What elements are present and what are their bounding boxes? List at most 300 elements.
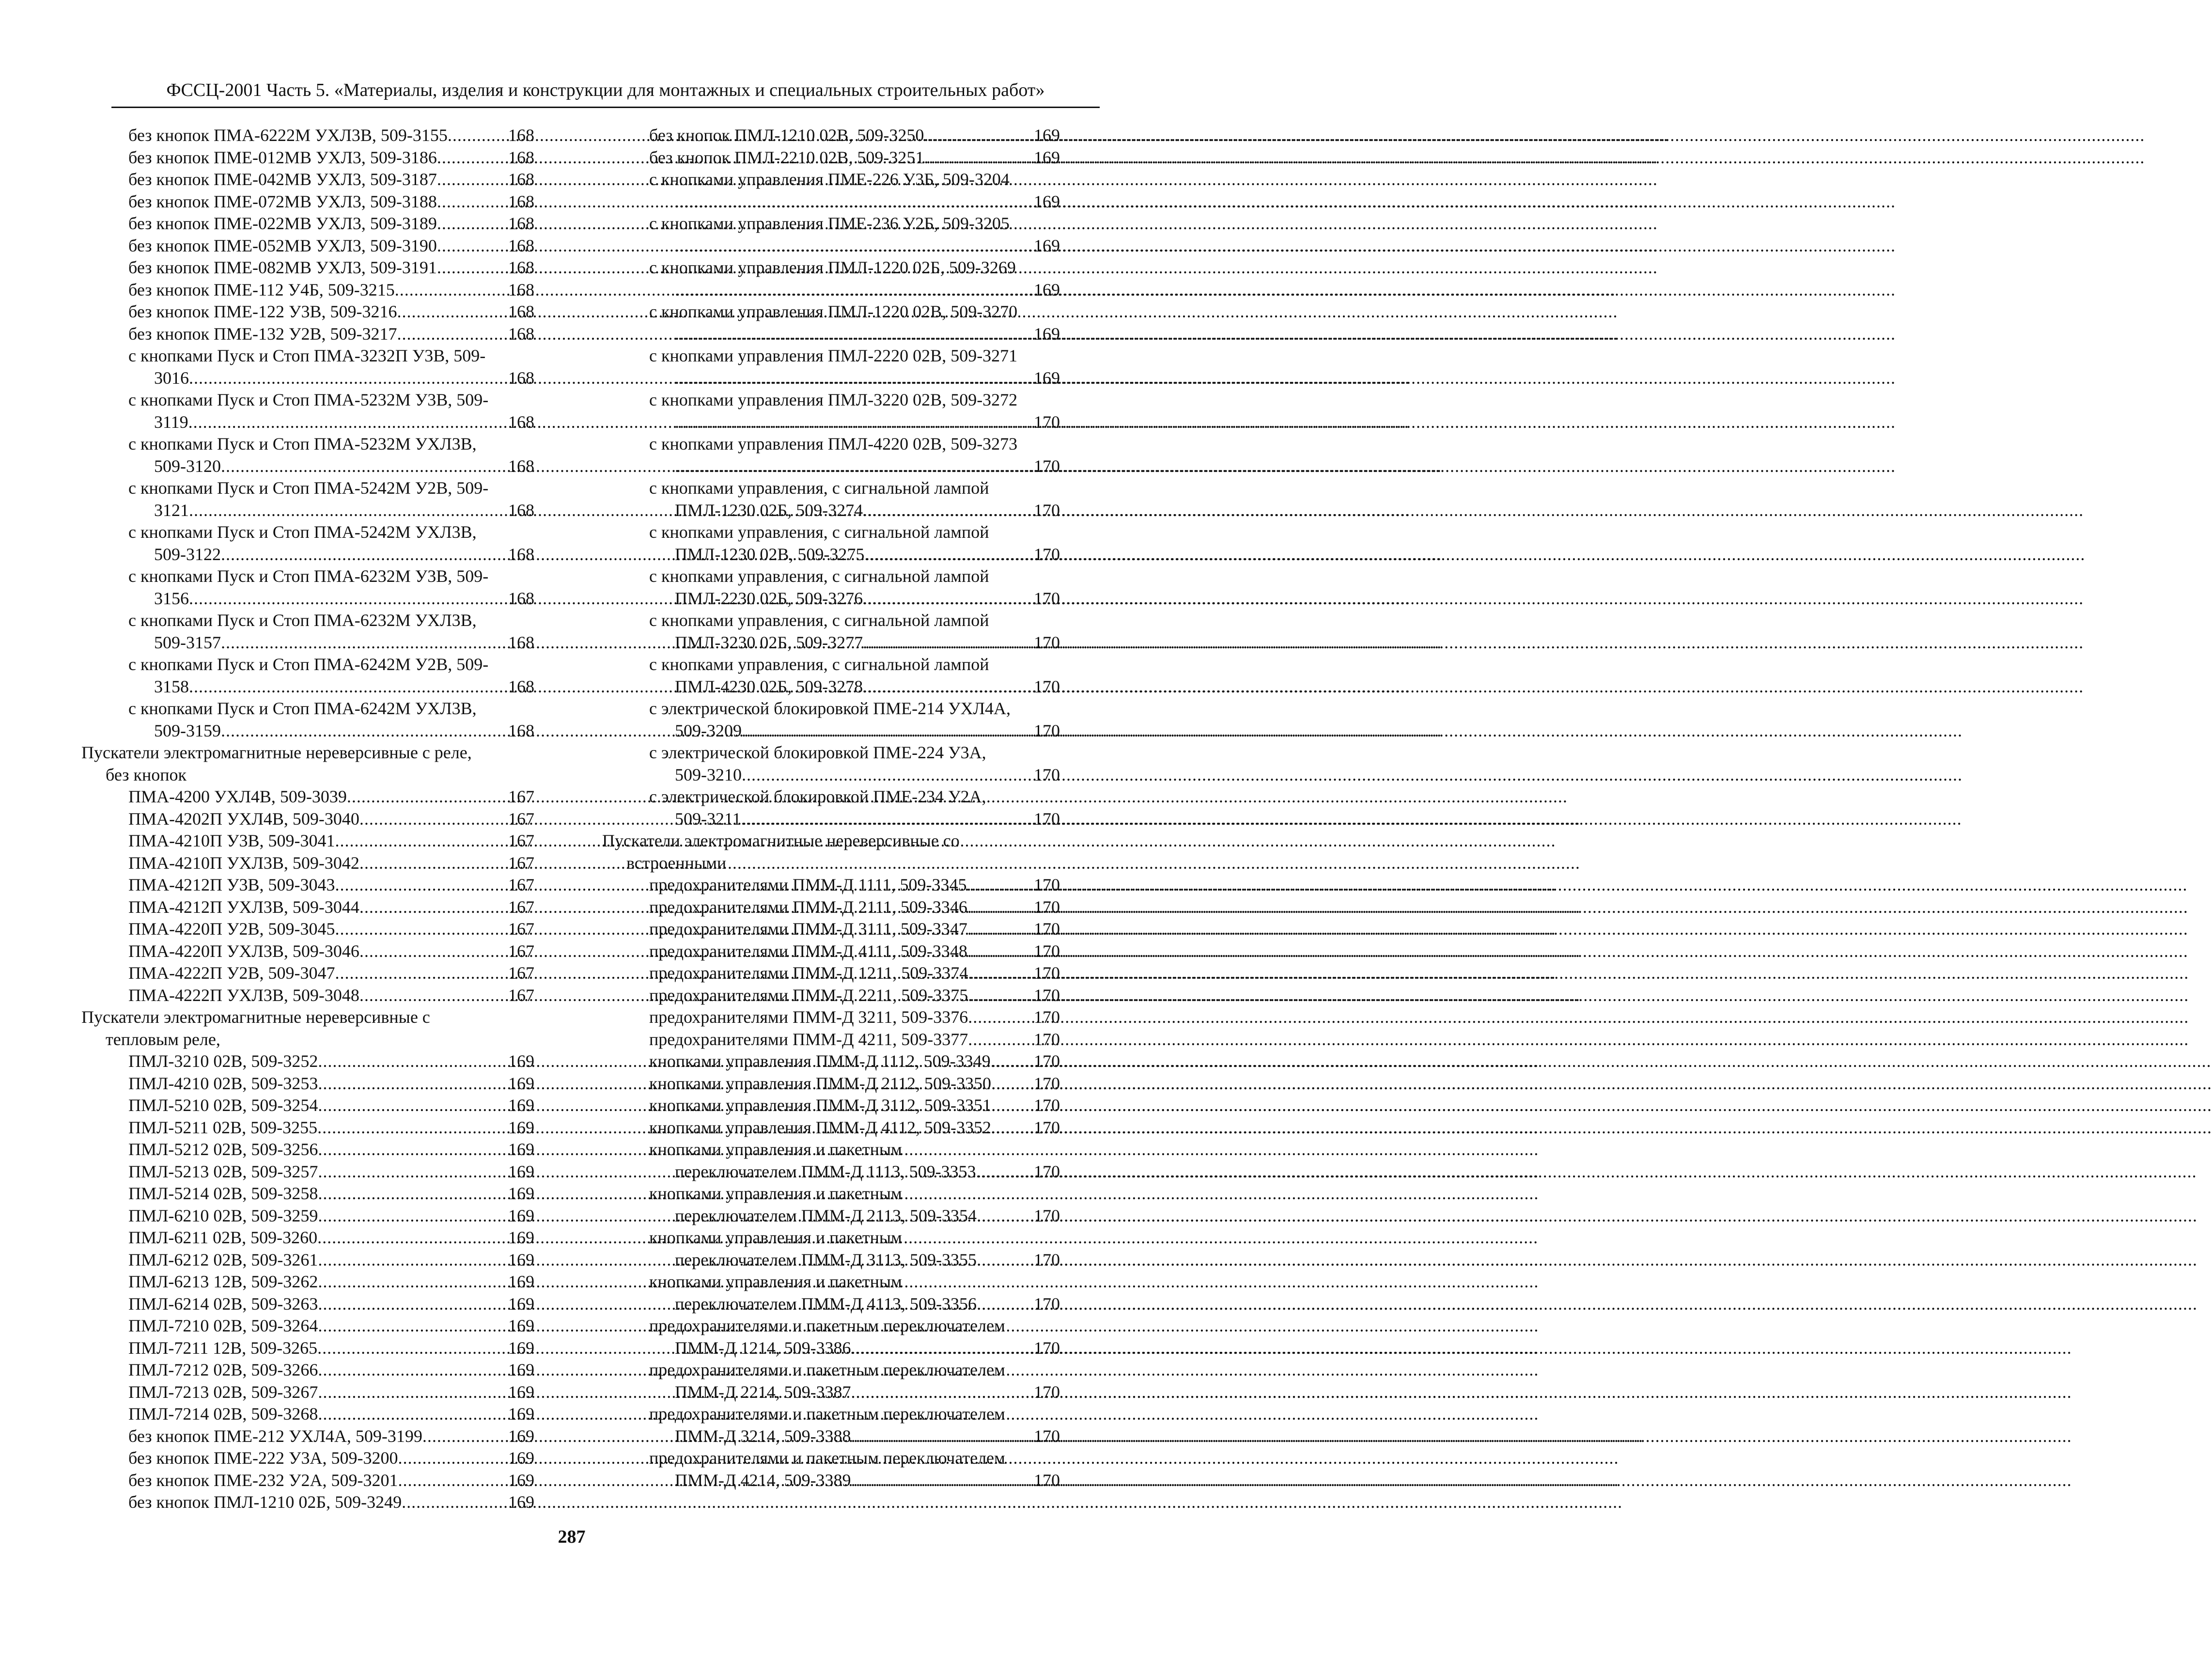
index-entry-line: с кнопками управления ПМЛ-3220 02В, 509-3272: [649, 390, 1018, 409]
index-entry: [602, 720, 1060, 742]
entry-text: предохранителями ПММ-Д 3211, 509-3376: [649, 1007, 968, 1027]
dot-leader: [863, 632, 1033, 654]
index-entry: [602, 1337, 1060, 1360]
entry-text: предохранителями ПММ-Д 1211, 509-3374: [649, 963, 968, 983]
entry-page-ref: 169: [508, 1117, 534, 1137]
entry-page-ref: 170: [1034, 1117, 1060, 1137]
entry-page-ref: 170: [1034, 1382, 1060, 1402]
entry-page-ref: 169: [508, 1448, 534, 1468]
index-entry: [602, 125, 1060, 147]
entry-page-ref: 169: [508, 1470, 534, 1490]
entry-text: ПМЛ-7213 02В, 509-3267: [128, 1382, 318, 1402]
index-entry: [81, 169, 534, 191]
index-entry-line: с кнопками Пуск и Стоп ПМА-5242М УХЛ3В,: [128, 522, 477, 542]
entry-page-ref: 170: [1034, 1029, 1060, 1049]
dot-leader: [318, 1073, 507, 1095]
index-entry: [81, 1095, 534, 1117]
dot-leader: [864, 544, 1033, 566]
index-entry: [81, 147, 534, 169]
entry-text: ПМА-4212П У3В, 509-3043: [128, 875, 335, 894]
index-entry: [81, 720, 534, 742]
entry-text: ПМЛ-6212 02В, 509-3261: [128, 1250, 318, 1269]
dot-leader: [675, 323, 1033, 345]
entry-text: предохранителями ПММ-Д 2211, 509-3375: [649, 985, 968, 1005]
index-entry: [602, 191, 1060, 213]
index-entry-line: с кнопками управления, с сигнальной лампой: [649, 655, 989, 674]
index-entry: [602, 918, 1060, 940]
index-entry: [81, 985, 534, 1007]
dot-leader: [742, 720, 1033, 742]
entry-page-ref: 168: [508, 280, 534, 299]
index-entry-line: с электрической блокировкой ПМЕ-224 У3А,: [649, 743, 986, 762]
entry-page-ref: 170: [1034, 1470, 1060, 1490]
dot-leader: [189, 676, 507, 698]
index-entry: [602, 874, 1060, 896]
index-entry: [81, 588, 534, 610]
dot-leader: [318, 1161, 507, 1183]
entry-text: ПМЛ-6213 12В, 509-3262: [128, 1272, 318, 1291]
entry-page-ref: 167: [508, 875, 534, 894]
entry-text: 509-3122: [154, 544, 221, 564]
dot-leader: [397, 323, 507, 345]
index-entry-line: предохранителями и пакетным переключателем: [649, 1404, 1005, 1424]
entry-text: ПММ-Д 4214, 509-3389: [675, 1470, 851, 1490]
index-entry-line: с кнопками управления ПМЕ-226 У3Б, 509-3204: [649, 170, 1010, 189]
dot-leader: [359, 808, 507, 830]
index-entry: [602, 544, 1060, 566]
index-entry: [602, 1293, 1060, 1315]
entry-page-ref: 168: [508, 500, 534, 520]
dot-leader: [318, 1205, 507, 1227]
index-entry: [602, 235, 1060, 257]
entry-page-ref: 169: [508, 1250, 534, 1269]
dot-leader: [335, 874, 507, 896]
entry-page-ref: 170: [1034, 676, 1060, 696]
entry-page-ref: 170: [1034, 919, 1060, 939]
index-entry: [602, 985, 1060, 1007]
entry-text: 509-3157: [154, 632, 221, 652]
index-entry: [602, 962, 1060, 985]
index-entry-line: с кнопками Пуск и Стоп ПМА-6242М УХЛ3В,: [128, 699, 477, 718]
dot-leader: [675, 367, 1033, 390]
index-entry: [81, 1403, 534, 1425]
dot-leader: [437, 235, 507, 257]
entry-text: 509-3159: [154, 720, 221, 740]
entry-text: ПМЛ-4210 02В, 509-3253: [128, 1073, 318, 1093]
index-entry: [602, 411, 1060, 434]
dot-leader: [318, 1139, 507, 1161]
dot-leader: [359, 896, 507, 919]
dot-leader: [977, 1293, 1033, 1315]
entry-page-ref: 169: [508, 1382, 534, 1402]
index-entry: [602, 279, 1060, 301]
dot-leader: [742, 764, 1033, 786]
dot-leader: [317, 1117, 507, 1139]
index-entry-line: кнопками управления и пакетным: [649, 1184, 902, 1203]
index-entry-line: с кнопками управления ПМЛ-4220 02В, 509-3273: [649, 434, 1018, 454]
index-entry: [81, 874, 534, 896]
dot-leader: [991, 1117, 1033, 1139]
index-entry: [602, 455, 1060, 478]
dot-leader: [437, 213, 507, 235]
entry-text: ПМЛ-2230 02Б, 509-3276: [675, 588, 863, 608]
entry-text: ПМЛ-1230 02В, 509-3275: [675, 544, 865, 564]
index-entry: [81, 1050, 534, 1073]
dot-leader: [991, 1073, 1033, 1095]
index-entry-line: с кнопками управления, с сигнальной лампой: [649, 478, 989, 498]
index-entry: [81, 852, 534, 875]
entry-page-ref: 170: [1034, 588, 1060, 608]
dot-leader: [318, 1293, 507, 1315]
entry-text: ПМА-4200 УХЛ4В, 509-3039: [128, 787, 347, 806]
entry-text: без кнопок ПМЕ-082МВ УХЛ3, 509-3191: [128, 258, 437, 277]
dot-leader: [437, 147, 507, 169]
entry-page-ref: 169: [1034, 235, 1060, 255]
dot-leader: [863, 588, 1033, 610]
entry-text: ПМЛ-7210 02В, 509-3264: [128, 1316, 318, 1335]
entry-text: переключателем ПММ-Д 1113, 509-3353: [675, 1161, 976, 1181]
index-heading: Пускатели электромагнитные нереверсивные с: [81, 1007, 430, 1027]
entry-page-ref: 170: [1034, 1205, 1060, 1225]
index-entry: [602, 1470, 1060, 1492]
index-entry: [602, 1381, 1060, 1404]
entry-text: предохранителями ПММ-Д 3111, 509-3347: [649, 919, 967, 939]
dot-leader: [675, 235, 1033, 257]
entry-text: ПМА-4222П У2В, 509-3047: [128, 963, 335, 983]
dot-leader: [335, 962, 507, 985]
dot-leader: [967, 874, 1033, 896]
index-entry: [81, 1073, 534, 1095]
page-number: 287: [558, 1527, 586, 1547]
entry-text: 509-3211: [675, 809, 741, 829]
entry-text: ПМЛ-6210 02В, 509-3259: [128, 1205, 318, 1225]
dot-leader: [675, 411, 1033, 434]
entry-page-ref: 170: [1034, 412, 1060, 432]
entry-page-ref: 169: [508, 1294, 534, 1314]
index-entry-line: с кнопками Пуск и Стоп ПМА-6242М У2В, 509-: [128, 655, 489, 674]
entry-page-ref: 170: [1034, 1294, 1060, 1314]
entry-page-ref: 167: [508, 963, 534, 983]
entry-page-ref: 167: [508, 853, 534, 873]
dot-leader: [851, 1337, 1033, 1360]
dot-leader: [318, 1315, 507, 1337]
index-entry-line: с кнопками управления, с сигнальной лампой: [649, 522, 989, 542]
dot-leader: [318, 1381, 507, 1404]
index-entry: [81, 1293, 534, 1315]
dot-leader: [221, 632, 507, 654]
dot-leader: [991, 1050, 1033, 1073]
entry-page-ref: 167: [508, 809, 534, 829]
entry-page-ref: 169: [508, 1096, 534, 1115]
dot-leader: [189, 367, 507, 390]
index-entry: [602, 1095, 1060, 1117]
entry-page-ref: 170: [1034, 809, 1060, 829]
dot-leader: [189, 500, 507, 522]
entry-page-ref: 170: [1034, 1426, 1060, 1446]
dot-leader: [924, 147, 1033, 169]
entry-page-ref: 168: [508, 632, 534, 652]
entry-text: ПМЛ-5211 02В, 509-3255: [128, 1117, 318, 1137]
index-entry: [81, 125, 534, 147]
entry-page-ref: 170: [1034, 500, 1060, 520]
index-entry: [602, 1073, 1060, 1095]
index-entry: [602, 1006, 1060, 1029]
index-heading: тепловым реле,: [106, 1029, 220, 1049]
dot-leader: [318, 1183, 507, 1205]
index-column-right: [602, 125, 1060, 1491]
dot-leader: [318, 1403, 507, 1425]
index-entry: [602, 1205, 1060, 1227]
entry-page-ref: 170: [1034, 544, 1060, 564]
header-rule: [111, 107, 1100, 108]
dot-leader: [398, 1470, 507, 1492]
dot-leader: [437, 191, 507, 213]
entry-page-ref: 168: [508, 191, 534, 211]
index-entry: [81, 1183, 534, 1205]
index-entry: [602, 676, 1060, 698]
dot-leader: [437, 169, 507, 191]
entry-text: без кнопок ПМЕ-122 У3В, 509-3216: [128, 302, 397, 321]
entry-text: переключателем ПММ-Д 2113, 509-3354: [675, 1205, 977, 1225]
dot-leader: [437, 257, 507, 279]
dot-leader: [317, 1227, 507, 1249]
entry-page-ref: 167: [508, 787, 534, 806]
entry-text: 3158: [154, 676, 189, 696]
entry-text: ПММ-Д 1214, 509-3386: [675, 1338, 851, 1358]
index-entry-line: с кнопками Пуск и Стоп ПМА-5232М У3В, 509-: [128, 390, 489, 409]
entry-page-ref: 167: [508, 897, 534, 917]
index-entry-line: с кнопками Пуск и Стоп ПМА-5242М У2В, 509-: [128, 478, 489, 498]
entry-page-ref: 168: [508, 170, 534, 189]
entry-text: переключателем ПММ-Д 3113, 509-3355: [675, 1250, 977, 1269]
index-entry: [81, 962, 534, 985]
index-heading: Пускатели электромагнитные нереверсивные с реле,: [81, 743, 472, 762]
entry-text: ПМА-4220П УХЛ3В, 509-3046: [128, 941, 359, 961]
entry-text: ПМА-4210П У3В, 509-3041: [128, 831, 335, 850]
index-entry: [81, 1271, 534, 1293]
index-entry: [602, 323, 1060, 345]
dot-leader: [851, 1381, 1033, 1404]
index-entry: [81, 1337, 534, 1360]
index-entry: [602, 940, 1060, 963]
index-entry-line: с кнопками Пуск и Стоп ПМА-5232М УХЛ3В,: [128, 434, 477, 454]
index-entry: [81, 1425, 534, 1448]
entry-text: без кнопок ПМЕ-222 У3А, 509-3200: [128, 1448, 398, 1468]
dot-leader: [402, 1491, 507, 1514]
entry-page-ref: 170: [1034, 720, 1060, 740]
entry-page-ref: 169: [508, 1161, 534, 1181]
entry-page-ref: 169: [508, 1272, 534, 1291]
entry-page-ref: 168: [508, 125, 534, 145]
dot-leader: [335, 918, 507, 940]
entry-page-ref: 169: [1034, 125, 1060, 145]
index-entry: [81, 1205, 534, 1227]
index-entry: [81, 455, 534, 478]
dot-leader: [335, 830, 507, 852]
entry-page-ref: 170: [1034, 985, 1060, 1005]
dot-leader: [977, 1205, 1033, 1227]
entry-text: кнопками управления ПММ-Д 2112, 509-3350: [649, 1073, 992, 1093]
entry-text: без кнопок ПМЕ-112 У4Б, 509-3215: [128, 280, 395, 299]
entry-text: ПМЛ-5213 02В, 509-3257: [128, 1161, 318, 1181]
index-entry-line: с кнопками управления ПМЛ-1220 02Б, 509-3269: [649, 258, 1016, 277]
index-entry-line: кнопками управления и пакетным: [649, 1140, 902, 1159]
entry-text: ПМЛ-5210 02В, 509-3254: [128, 1096, 318, 1115]
entry-text: 3119: [154, 412, 188, 432]
index-entry: [81, 1161, 534, 1183]
index-entry: [602, 1117, 1060, 1139]
entry-text: ПМЛ-3230 02Б, 509-3277: [675, 632, 863, 652]
index-entry: [602, 1050, 1060, 1073]
entry-page-ref: 167: [508, 941, 534, 961]
entry-text: ПМА-4220П У2В, 509-3045: [128, 919, 335, 939]
entry-page-ref: 170: [1034, 456, 1060, 476]
index-entry-line: с кнопками Пуск и Стоп ПМА-3232П У3В, 509-: [128, 346, 486, 365]
entry-page-ref: 170: [1034, 1073, 1060, 1093]
dot-leader: [397, 301, 507, 323]
dot-leader: [395, 279, 507, 301]
entry-page-ref: 169: [508, 1205, 534, 1225]
entry-text: ПМЛ-5214 02В, 509-3258: [128, 1184, 318, 1203]
index-heading: Пускатели электромагнитные нереверсивные со: [602, 831, 960, 850]
dot-leader: [221, 720, 507, 742]
entry-page-ref: 170: [1034, 1250, 1060, 1269]
dot-leader: [359, 940, 507, 963]
entry-page-ref: 169: [508, 1051, 534, 1071]
dot-leader: [422, 1425, 507, 1448]
dot-leader: [968, 1029, 1033, 1051]
entry-text: ПМЛ-3210 02В, 509-3252: [128, 1051, 318, 1071]
index-entry: [602, 1249, 1060, 1271]
index-entry: [81, 1139, 534, 1161]
index-entry: [81, 257, 534, 279]
entry-text: без кнопок ПМЕ-052МВ УХЛ3, 509-3190: [128, 235, 437, 255]
entry-text: ПМЛ-7214 02В, 509-3268: [128, 1404, 318, 1424]
entry-page-ref: 170: [1034, 765, 1060, 784]
index-entry: [81, 411, 534, 434]
dot-leader: [863, 676, 1033, 698]
index-entry-line: предохранителями и пакетным переключателем: [649, 1448, 1005, 1468]
entry-text: предохранителями ПММ-Д 4111, 509-3348: [649, 941, 967, 961]
entry-text: кнопками управления ПММ-Д 3112, 509-3351: [649, 1096, 992, 1115]
entry-text: без кнопок ПМЕ-022МВ УХЛ3, 509-3189: [128, 214, 437, 233]
dot-leader: [221, 455, 507, 478]
entry-page-ref: 169: [508, 1140, 534, 1159]
dot-leader: [318, 1050, 507, 1073]
dot-leader: [968, 962, 1033, 985]
entry-text: 3156: [154, 588, 189, 608]
entry-text: ПМА-4210П УХЛ3В, 509-3042: [128, 853, 359, 873]
index-entry: [602, 500, 1060, 522]
index-entry-line: с кнопками Пуск и Стоп ПМА-6232М У3В, 509-: [128, 566, 489, 586]
dot-leader: [977, 1249, 1033, 1271]
dot-leader: [967, 896, 1033, 919]
index-entry: [602, 808, 1060, 830]
index-entry: [602, 367, 1060, 390]
entry-page-ref: 168: [508, 720, 534, 740]
entry-page-ref: 170: [1034, 875, 1060, 894]
entry-page-ref: 168: [508, 214, 534, 233]
entry-text: без кнопок ПМЕ-072МВ УХЛ3, 509-3188: [128, 191, 437, 211]
index-entry: [602, 1161, 1060, 1183]
index-entry: [81, 1249, 534, 1271]
entry-page-ref: 169: [508, 1426, 534, 1446]
entry-page-ref: 170: [1034, 963, 1060, 983]
index-entry: [602, 588, 1060, 610]
entry-page-ref: 170: [1034, 632, 1060, 652]
index-entry: [81, 191, 534, 213]
entry-text: 3121: [154, 500, 189, 520]
entry-text: без кнопок ПМЛ-1210 02В, 509-3250: [649, 125, 924, 145]
dot-leader: [359, 985, 507, 1007]
dot-leader: [851, 1470, 1033, 1492]
index-entry: [81, 632, 534, 654]
dot-leader: [188, 411, 507, 434]
entry-page-ref: 170: [1034, 1161, 1060, 1181]
index-entry: [81, 367, 534, 390]
index-entry: [81, 786, 534, 808]
index-entry: [81, 1359, 534, 1381]
entry-page-ref: 170: [1034, 941, 1060, 961]
index-entry-line: с кнопками управления ПМЛ-2220 02В, 509-3271: [649, 346, 1018, 365]
index-entry: [602, 1425, 1060, 1448]
entry-text: без кнопок ПМЕ-012МВ УХЛ3, 509-3186: [128, 147, 437, 167]
dot-leader: [189, 588, 507, 610]
dot-leader: [347, 786, 507, 808]
entry-page-ref: 169: [508, 1316, 534, 1335]
entry-text: ПМЛ-6211 02В, 509-3260: [128, 1228, 318, 1247]
entry-text: кнопками управления ПММ-Д 1112, 509-3349: [649, 1051, 991, 1071]
index-entry-line: предохранителями и пакетным переключателем: [649, 1360, 1005, 1379]
index-entry: [602, 1029, 1060, 1051]
index-entry: [602, 764, 1060, 786]
index-entry: [81, 544, 534, 566]
entry-text: кнопками управления ПММ-Д 4112, 509-3352: [649, 1117, 992, 1137]
index-entry: [81, 500, 534, 522]
entry-text: ПММ-Д 3214, 509-3388: [675, 1426, 851, 1446]
entry-text: без кнопок ПМЕ-042МВ УХЛ3, 509-3187: [128, 170, 437, 189]
index-entry: [81, 323, 534, 345]
dot-leader: [968, 1006, 1033, 1029]
entry-page-ref: 169: [1034, 280, 1060, 299]
index-entry: [81, 830, 534, 852]
dot-leader: [924, 125, 1033, 147]
entry-page-ref: 168: [508, 544, 534, 564]
index-entry: [81, 1491, 534, 1514]
entry-page-ref: 168: [508, 302, 534, 321]
dot-leader: [318, 1249, 507, 1271]
index-entry: [81, 676, 534, 698]
entry-text: ПМА-4222П УХЛ3В, 509-3048: [128, 985, 359, 1005]
dot-leader: [976, 1161, 1033, 1183]
entry-text: ПМЛ-5212 02В, 509-3256: [128, 1140, 318, 1159]
index-heading: встроенными: [626, 853, 727, 873]
entry-text: ПМЛ-7211 12В, 509-3265: [128, 1338, 318, 1358]
index-entry-line: с кнопками управления, с сигнальной лампой: [649, 566, 989, 586]
dot-leader: [741, 808, 1033, 830]
entry-page-ref: 169: [508, 1184, 534, 1203]
index-entry: [81, 279, 534, 301]
entry-page-ref: 169: [508, 1404, 534, 1424]
entry-page-ref: 168: [508, 324, 534, 344]
entry-page-ref: 169: [1034, 191, 1060, 211]
index-column-left: [81, 125, 534, 1514]
index-entry-line: с кнопками управления, с сигнальной лампой: [649, 610, 989, 630]
index-entry: [81, 1381, 534, 1404]
dot-leader: [851, 1425, 1033, 1448]
index-entry: [81, 1117, 534, 1139]
entry-page-ref: 170: [1034, 897, 1060, 917]
